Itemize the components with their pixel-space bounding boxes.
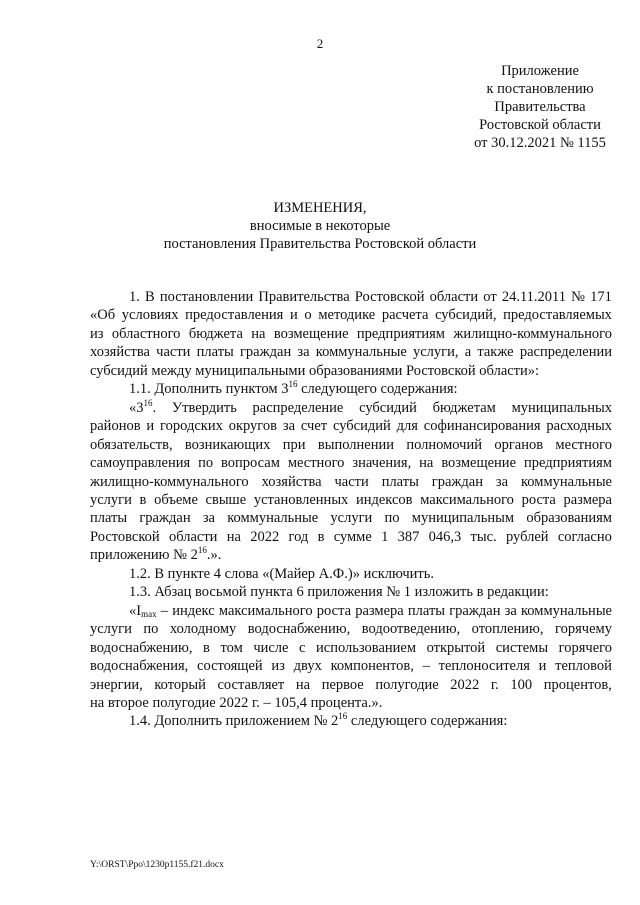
word: Ростовской (354, 289, 425, 305)
word: методике (318, 307, 376, 324)
word: образованиям (526, 510, 612, 527)
word: городских (160, 418, 223, 435)
word: о (304, 307, 312, 324)
word: том (220, 639, 243, 656)
word: от (483, 289, 497, 305)
word: 1 (381, 528, 389, 545)
word: в (203, 639, 210, 656)
word: 046,3 (428, 528, 462, 545)
word: 24.11.2011 (501, 289, 567, 305)
word: по (143, 621, 159, 638)
paragraph-line (90, 565, 612, 583)
superscript: 16 (143, 397, 153, 408)
text: 1.2. В пункте 4 слова «(Майер А.Ф.)» исключить. (129, 565, 434, 582)
superscript: 16 (338, 711, 348, 722)
text: следующего содержания: (297, 381, 458, 398)
word: субсидий, (435, 307, 497, 324)
document-body (90, 288, 612, 731)
word: жилищно-коммунального (90, 473, 249, 490)
word: платы (381, 473, 419, 490)
word: жилищно-коммунального (453, 325, 612, 342)
word: теплоносителя (438, 658, 530, 675)
word: объеме (154, 491, 198, 508)
paragraph-line (90, 417, 612, 435)
word: Ростовской (90, 528, 160, 545)
paragraph-line (90, 454, 612, 472)
paragraph-line (90, 528, 612, 546)
word: счет (300, 418, 328, 435)
appendix-line: Ростовской области (479, 117, 601, 133)
word: условиях (121, 307, 179, 324)
paragraph-line (90, 602, 612, 620)
word: хозяйства (90, 344, 150, 361)
word: «Об (90, 307, 116, 324)
word: в (139, 491, 147, 508)
paragraph-line (90, 399, 612, 417)
paragraph-line (90, 712, 612, 730)
word: местного (555, 436, 612, 453)
text: 1.4. Дополнить приложением № 2 (129, 713, 339, 730)
word: услуги (90, 491, 132, 508)
word: бюджета (188, 325, 243, 342)
superscript: 16 (197, 545, 207, 556)
appendix-line: к постановлению (486, 81, 594, 97)
paragraph-line (90, 343, 612, 361)
text: 1.3. Абзац восьмой пункта 6 приложения № 1 изложить в редакции: (129, 584, 549, 601)
paragraph-line (90, 288, 612, 306)
word: 387 (397, 528, 420, 545)
word: 2022 (250, 528, 280, 545)
paragraph-line (90, 676, 612, 694)
word: возмещение (441, 455, 517, 472)
word: граждан (139, 510, 191, 527)
word: и (289, 307, 298, 324)
word: двух (293, 658, 322, 675)
word: для (396, 418, 418, 435)
word: обязательств, (90, 436, 173, 453)
word: муниципальным (411, 510, 515, 527)
word: по (384, 510, 400, 527)
word: отоплению, (471, 621, 544, 638)
word: части (156, 344, 191, 361)
paragraph-line (90, 583, 612, 601)
word: установленных (253, 491, 349, 508)
paragraph-line (90, 639, 612, 657)
word: полномочий (406, 436, 482, 453)
word: значения, (352, 455, 412, 472)
word: коммунальные (227, 510, 319, 527)
word: и (538, 658, 547, 675)
paragraph-line (90, 491, 612, 509)
word: предприятиям (523, 455, 612, 472)
heading-subtitle: вносимые в некоторые (249, 218, 391, 234)
word: предоставляемых (503, 307, 612, 324)
document-heading (0, 199, 640, 253)
word: в (317, 528, 325, 545)
word: округов (228, 418, 277, 435)
heading-title: ИЗМЕНЕНИЯ, (273, 200, 367, 216)
word: В (145, 289, 155, 305)
word: органов (494, 436, 544, 453)
word: распределении (519, 344, 612, 361)
word: 100 (510, 676, 533, 693)
word: из (271, 658, 285, 675)
word: граждан (239, 344, 292, 361)
text (129, 397, 612, 416)
word: сумме (333, 528, 372, 545)
appendix-line: Правительства (494, 99, 586, 115)
word: и (146, 418, 155, 435)
word: области (429, 289, 479, 305)
word: за (297, 344, 310, 361)
word: свыше (205, 491, 247, 508)
word: предоставления (185, 307, 284, 324)
word: максимального (420, 491, 514, 508)
word: с (299, 639, 306, 656)
word: части (334, 473, 369, 490)
paragraph-line (90, 694, 612, 712)
word: услуги (90, 621, 132, 638)
word: по (198, 455, 214, 472)
word: предприятиям (356, 325, 445, 342)
word: холодному (169, 621, 237, 638)
word: согласно (557, 528, 612, 545)
paragraph-line (90, 509, 612, 527)
word: субсидий (332, 418, 391, 435)
word: районов (90, 418, 141, 435)
paragraph-line (90, 362, 612, 380)
text: .». (206, 547, 222, 564)
appendix-block (440, 62, 640, 152)
word: областного (111, 325, 181, 342)
page-number: 2 (316, 36, 324, 51)
text: . Утвердить распределение субсидий бюджетам муниципальных (152, 399, 612, 416)
word: тепловой (555, 658, 612, 675)
footer-file-path: Y:\ORST\Ppo\1230p1155.f21.docx (90, 860, 224, 870)
word: который (154, 676, 206, 693)
paragraph-line (90, 380, 612, 398)
word: на (295, 676, 311, 693)
word: водоснабжению, (90, 639, 193, 656)
word: горячего (558, 639, 612, 656)
paragraph-line (90, 306, 612, 324)
word: коммунальные (521, 473, 612, 490)
text: следующего содержания: (347, 713, 508, 730)
word: платы (90, 510, 128, 527)
word: числе (253, 639, 289, 656)
text: 1.1. Дополнить пунктом 3 (129, 381, 289, 398)
word: местного (287, 455, 345, 472)
word: 171 (590, 289, 612, 305)
word: возникающих (184, 436, 271, 453)
word: на (251, 325, 266, 342)
word: также (477, 344, 514, 361)
word: выполнении (317, 436, 394, 453)
word: на (226, 528, 241, 545)
word: компонентов, (330, 658, 414, 675)
word: использованием (316, 639, 417, 656)
word: роста (521, 491, 556, 508)
word: – (422, 658, 430, 675)
text: «3 (129, 399, 144, 416)
word: а (464, 344, 472, 361)
word: состоящей (197, 658, 263, 675)
word: г. (490, 676, 499, 693)
subscript: max (141, 608, 157, 619)
word: первое (321, 676, 364, 693)
word: энергии, (90, 676, 143, 693)
word: индексов (355, 491, 413, 508)
word: граждан (431, 473, 483, 490)
word: за (282, 418, 296, 435)
word: рублей (505, 528, 549, 545)
word: за (495, 473, 509, 490)
appendix-line: от 30.12.2021 № 1155 (474, 135, 606, 151)
word: горячему (555, 621, 612, 638)
word: водоснабжения, (90, 658, 189, 675)
word: Правительства (258, 289, 350, 305)
paragraph-line (90, 436, 612, 454)
word: размера (563, 491, 612, 508)
word: самоуправления (90, 455, 191, 472)
word: тыс. (470, 528, 497, 545)
word: хозяйства (261, 473, 322, 490)
word: составляет (217, 676, 285, 693)
text: – индекс максимального роста размера платы граждан за коммунальные (156, 602, 612, 619)
word: 2022 (450, 676, 480, 693)
superscript: 16 (288, 379, 298, 390)
word: коммунальные (315, 344, 407, 361)
paragraph-line (90, 546, 612, 564)
word: возмещение (273, 325, 349, 342)
word: вопросам (221, 455, 280, 472)
paragraph-line (90, 620, 612, 638)
text: «I (129, 602, 142, 619)
word: при (282, 436, 306, 453)
word: № (571, 289, 586, 305)
paragraph-line (90, 325, 612, 343)
word: на (419, 455, 434, 472)
paragraph-line (90, 473, 612, 491)
word: расходных (546, 418, 612, 435)
word: процентов, (543, 676, 612, 693)
word: услуги (330, 510, 373, 527)
word: водоснабжению, (247, 621, 351, 638)
word: водоотведению, (361, 621, 461, 638)
word: системы (495, 639, 549, 656)
word: услуги, (413, 344, 459, 361)
paragraph-line (90, 657, 612, 675)
word: 1. (129, 289, 140, 305)
word: полугодие (375, 676, 439, 693)
word: постановлении (159, 289, 254, 305)
appendix-line: Приложение (501, 63, 579, 79)
text: субсидий между муниципальными образованиями Ростовской области»: (90, 362, 540, 379)
text: на второе полугодие 2022 г. – 105,4 процента.». (90, 694, 383, 711)
text: приложению № 2 (90, 547, 198, 564)
text (129, 603, 612, 619)
word: области (168, 528, 218, 545)
word: за (202, 510, 215, 527)
word: платы (196, 344, 234, 361)
word: год (288, 528, 309, 545)
word: из (90, 325, 104, 342)
word: расчета (381, 307, 429, 324)
word: софинансирования (423, 418, 541, 435)
heading-subtitle: постановления Правительства Ростовской области (163, 236, 477, 252)
word: открытой (426, 639, 486, 656)
